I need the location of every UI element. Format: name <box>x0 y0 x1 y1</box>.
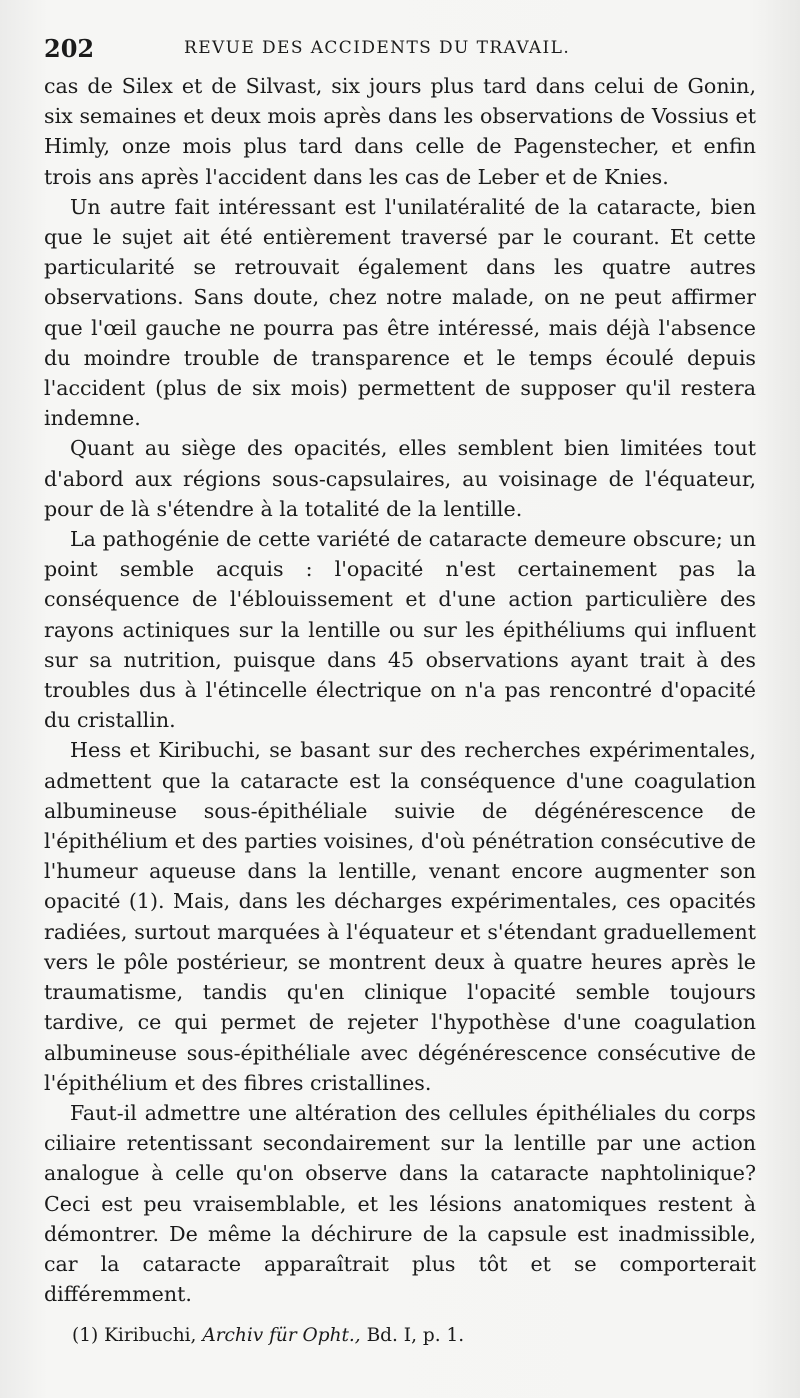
paragraph-3: Quant au siège des opacités, elles semblent bien limitées tout d'abord aux régions sous-capsulaires, au voisinage de l'équateur, pour de là s'étendre à la totalité de la lentille. <box>44 436 756 521</box>
footnote-author: Kiribuchi, <box>104 1325 197 1347</box>
page-header <box>44 30 756 64</box>
footnote-journal: Archiv für Opht., <box>202 1325 361 1347</box>
paragraph-4: La pathogénie de cette variété de cataracte demeure obscure; un point semble acquis : l'opacité n'est certainement pas la conséquence de l'éblouissement et d'une action particulière des rayons actiniques sur la lentille ou sur les épithéliums qui influent sur sa nutrition, puisque dans 45 observations ayant trait à des troubles dus à l'étincelle électrique on n'a pas rencontré d'opacité du cristallin. <box>44 527 756 733</box>
paragraph-2: Un autre fait intéressant est l'unilatéralité de la cataracte, bien que le sujet ait été entièrement traversé par le courant. Et cette particularité se retrouvait également dans les quatre autres observations. Sans doute, chez notre malade, on ne peut affirmer que l'œil gauche ne pourra pas être intéressé, mais déjà l'absence du moindre trouble de transparence et le temps écoulé depuis l'accident (plus de six mois) permettent de supposer qu'il restera indemne. <box>44 194 756 431</box>
footnote-reference: Bd. I, p. 1. <box>366 1325 465 1347</box>
paragraph-6: Faut-il admettre une altération des cellules épithéliales du corps ciliaire retentissant secondairement sur la lentille par une action analogue à celle qu'on observe dans la cataracte naphtolinique? Ceci est peu vraisemblable, et les lésions anatomiques restent à démontrer. De même la déchirure de la capsule est inadmissible, car la cataracte apparaîtrait plus tôt et se comporterait différemment. <box>44 1100 756 1307</box>
page-number: 202 <box>44 34 95 63</box>
paragraph-5: Hess et Kiribuchi, se basant sur des recherches expérimentales, admettent que la cataracte est la conséquence d'une coagulation albumineuse sous-épithéliale suivie de dégénérescence de l'épithélium et des parties voisines, d'où pénétration consécutive de l'humeur aqueuse dans la lentille, venant encore augmenter son opacité (1). Mais, dans les décharges expérimentales, ces opacités radiées, surtout marquées à l'équateur et s'étendant graduellement vers le pôle postérieur, se montrent deux à quatre heures après le traumatisme, tandis qu'en clinique l'opacité semble toujours tardive, ce qui permet de rejeter l'hypothèse d'une coagulation albumineuse sous-épithéliale avec dégénérescence consécutive de l'épithélium et des fibres cristallines. <box>44 738 756 1095</box>
paragraph-1: cas de Silex et de Silvast, six jours plus tard dans celui de Gonin, six semaines et deux mois après dans les observations de Vossius et Himly, onze mois plus tard dans celle de Pagenstecher, et enfin trois ans après l'accident dans les cas de Leber et de Knies. <box>44 74 756 189</box>
footnote <box>44 1323 756 1349</box>
body-text <box>44 71 756 1309</box>
running-title: REVUE DES ACCIDENTS DU TRAVAIL. <box>184 38 571 58</box>
footnote-marker: (1) <box>72 1325 99 1347</box>
